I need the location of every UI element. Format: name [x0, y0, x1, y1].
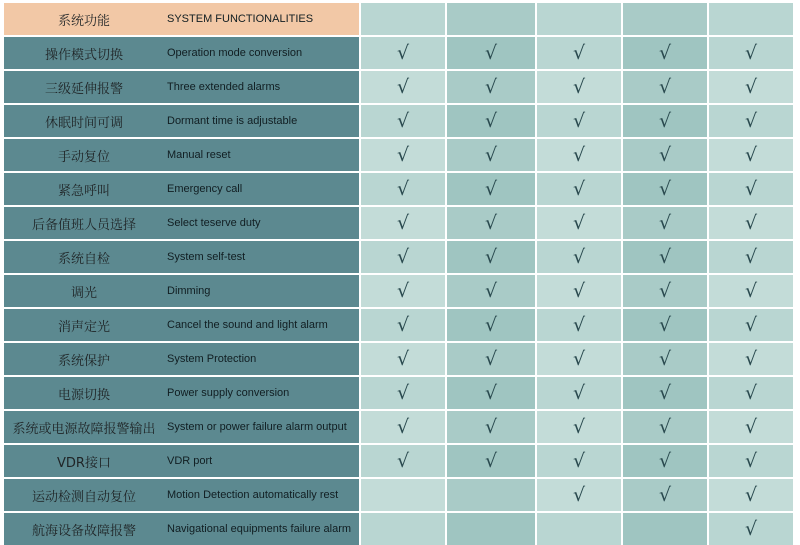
check-mark-icon: √: [396, 280, 410, 302]
feature-name-zh: 紧急呼叫: [57, 183, 110, 199]
check-cell: [447, 71, 535, 103]
feature-name-zh: 调光: [70, 285, 97, 301]
feature-name-en: Dormant time is adjustable: [167, 115, 298, 127]
check-mark-icon: √: [396, 76, 410, 98]
check-mark-icon: √: [572, 280, 586, 302]
feature-name-zh: 休眠时间可调: [44, 115, 123, 131]
check-cell: [361, 37, 445, 69]
check-mark-icon: √: [658, 382, 672, 404]
header-label-cell: [4, 3, 359, 35]
check-cell: [447, 411, 535, 443]
feature-label-cell: [4, 139, 359, 171]
check-mark-icon: √: [572, 348, 586, 370]
feature-name-en: Navigational equipments failure alarm: [167, 523, 352, 535]
check-mark-icon: √: [658, 212, 672, 234]
header-model-cell: [709, 3, 793, 35]
check-cell: [623, 37, 707, 69]
check-cell: [709, 275, 793, 307]
check-cell: [623, 445, 707, 477]
check-mark-icon: √: [484, 144, 498, 166]
feature-name-en: Motion Detection automatically rest: [167, 489, 339, 501]
check-mark-icon: √: [396, 348, 410, 370]
check-mark-icon: √: [484, 110, 498, 132]
check-mark-icon: √: [658, 144, 672, 166]
check-cell: [537, 37, 621, 69]
feature-name-zh: 运动检测自动复位: [31, 489, 136, 505]
feature-name-zh: VDR接口: [57, 455, 111, 471]
feature-name-zh: 系统保护: [57, 353, 110, 369]
feature-table: [4, 3, 796, 540]
check-mark-icon: √: [658, 178, 672, 200]
check-cell: [537, 377, 621, 409]
check-cell: [447, 377, 535, 409]
feature-label-cell: [4, 479, 359, 511]
check-mark-icon: √: [744, 484, 758, 506]
check-mark-icon: √: [572, 314, 586, 336]
feature-name-en: VDR port: [167, 455, 213, 467]
check-mark-icon: √: [572, 144, 586, 166]
feature-label-cell: [4, 377, 359, 409]
check-cell: [709, 411, 793, 443]
check-mark-icon: √: [658, 314, 672, 336]
check-mark-icon: √: [744, 246, 758, 268]
check-cell: [361, 71, 445, 103]
check-mark-icon: √: [484, 450, 498, 472]
check-cell: [537, 411, 621, 443]
check-mark-icon: √: [396, 382, 410, 404]
check-cell: [709, 513, 793, 545]
feature-name-en: System self-test: [167, 251, 246, 263]
check-mark-icon: √: [744, 110, 758, 132]
check-mark-icon: √: [484, 280, 498, 302]
check-mark-icon: √: [396, 110, 410, 132]
check-mark-icon: √: [484, 178, 498, 200]
check-mark-icon: √: [744, 280, 758, 302]
check-cell: [623, 343, 707, 375]
feature-name-en: Operation mode conversion: [167, 47, 303, 59]
check-cell: [623, 139, 707, 171]
feature-name-en: Power supply conversion: [167, 387, 290, 399]
feature-name-zh: 系统自检: [57, 251, 110, 267]
check-cell: [623, 275, 707, 307]
check-mark-icon: √: [396, 314, 410, 336]
check-mark-icon: √: [484, 416, 498, 438]
check-cell: [623, 71, 707, 103]
feature-label-cell: [4, 173, 359, 205]
check-cell: [537, 105, 621, 137]
check-mark-icon: √: [658, 42, 672, 64]
check-mark-icon: √: [484, 42, 498, 64]
check-mark-icon: √: [744, 416, 758, 438]
check-cell: [447, 309, 535, 341]
check-mark-icon: √: [658, 348, 672, 370]
check-cell: [361, 207, 445, 239]
check-cell: [361, 241, 445, 273]
check-mark-icon: √: [658, 110, 672, 132]
check-mark-icon: √: [572, 76, 586, 98]
check-mark-icon: √: [572, 450, 586, 472]
check-cell: [709, 377, 793, 409]
check-cell: [623, 207, 707, 239]
check-cell: [537, 173, 621, 205]
check-cell: [447, 343, 535, 375]
check-cell: [709, 105, 793, 137]
feature-name-en: Dimming: [167, 285, 211, 297]
check-cell: [361, 275, 445, 307]
check-cell: [537, 343, 621, 375]
check-cell: [623, 173, 707, 205]
check-mark-icon: √: [572, 246, 586, 268]
check-mark-icon: √: [484, 382, 498, 404]
feature-label-cell: [4, 513, 359, 545]
feature-label-cell: [4, 309, 359, 341]
check-cell: [447, 513, 535, 545]
check-mark-icon: √: [744, 518, 758, 540]
check-cell: [623, 411, 707, 443]
check-cell: [623, 377, 707, 409]
header-model-cell: [537, 3, 621, 35]
feature-label-cell: [4, 71, 359, 103]
check-mark-icon: √: [396, 246, 410, 268]
check-cell: [537, 275, 621, 307]
feature-name-zh: 电源切换: [57, 387, 110, 403]
feature-label-cell: [4, 275, 359, 307]
feature-label-cell: [4, 411, 359, 443]
check-cell: [537, 139, 621, 171]
check-cell: [537, 445, 621, 477]
feature-label-cell: [4, 445, 359, 477]
check-cell: [447, 479, 535, 511]
check-mark-icon: √: [658, 450, 672, 472]
check-cell: [709, 207, 793, 239]
check-cell: [361, 377, 445, 409]
check-cell: [447, 139, 535, 171]
feature-name-zh: 手动复位: [57, 149, 110, 165]
check-mark-icon: √: [484, 348, 498, 370]
check-cell: [537, 71, 621, 103]
check-cell: [361, 139, 445, 171]
check-mark-icon: √: [658, 484, 672, 506]
feature-name-en: Emergency call: [167, 183, 243, 195]
check-cell: [709, 445, 793, 477]
check-mark-icon: √: [572, 416, 586, 438]
check-mark-icon: √: [396, 144, 410, 166]
check-cell: [623, 479, 707, 511]
check-cell: [447, 173, 535, 205]
check-mark-icon: √: [744, 212, 758, 234]
check-mark-icon: √: [572, 212, 586, 234]
check-cell: [447, 105, 535, 137]
check-cell: [709, 71, 793, 103]
feature-name-zh: 消声定光: [57, 319, 110, 335]
check-cell: [447, 445, 535, 477]
feature-name-zh: 后备值班人员选择: [31, 217, 136, 233]
check-mark-icon: √: [396, 178, 410, 200]
check-cell: [447, 37, 535, 69]
feature-name-en: System or power failure alarm output: [167, 421, 347, 433]
check-mark-icon: √: [658, 280, 672, 302]
check-mark-icon: √: [658, 416, 672, 438]
check-mark-icon: √: [484, 246, 498, 268]
check-cell: [623, 309, 707, 341]
check-cell: [361, 445, 445, 477]
check-cell: [361, 479, 445, 511]
check-mark-icon: √: [744, 382, 758, 404]
check-cell: [537, 309, 621, 341]
check-cell: [709, 139, 793, 171]
header-model-cell: [447, 3, 535, 35]
check-mark-icon: √: [572, 42, 586, 64]
check-mark-icon: √: [572, 110, 586, 132]
header-zh: 系统功能: [57, 13, 110, 29]
check-cell: [537, 513, 621, 545]
feature-name-en: Manual reset: [167, 149, 231, 161]
feature-name-zh: 操作模式切换: [44, 47, 123, 63]
feature-label-cell: [4, 241, 359, 273]
header-en: SYSTEM FUNCTIONALITIES: [167, 13, 314, 25]
feature-label-cell: [4, 105, 359, 137]
check-mark-icon: √: [396, 416, 410, 438]
header-model-cell: [361, 3, 445, 35]
feature-name-en: Three extended alarms: [167, 81, 281, 93]
check-cell: [361, 173, 445, 205]
check-cell: [709, 241, 793, 273]
check-mark-icon: √: [484, 212, 498, 234]
check-cell: [709, 37, 793, 69]
check-cell: [537, 241, 621, 273]
check-mark-icon: √: [484, 314, 498, 336]
check-cell: [709, 343, 793, 375]
check-cell: [361, 105, 445, 137]
feature-name-en: System Protection: [167, 353, 257, 365]
check-mark-icon: √: [396, 212, 410, 234]
check-cell: [623, 105, 707, 137]
feature-label-cell: [4, 343, 359, 375]
check-mark-icon: √: [484, 76, 498, 98]
check-mark-icon: √: [658, 246, 672, 268]
check-cell: [709, 479, 793, 511]
check-cell: [623, 513, 707, 545]
check-cell: [623, 241, 707, 273]
check-mark-icon: √: [744, 314, 758, 336]
check-cell: [709, 309, 793, 341]
feature-label-cell: [4, 207, 359, 239]
feature-name-en: Select teserve duty: [167, 217, 261, 229]
check-mark-icon: √: [396, 450, 410, 472]
check-mark-icon: √: [744, 450, 758, 472]
check-mark-icon: √: [572, 178, 586, 200]
feature-name-zh: 三级延伸报警: [44, 81, 123, 97]
check-mark-icon: √: [572, 382, 586, 404]
check-mark-icon: √: [744, 348, 758, 370]
check-cell: [537, 479, 621, 511]
header-model-cell: [623, 3, 707, 35]
check-mark-icon: √: [744, 144, 758, 166]
check-mark-icon: √: [744, 42, 758, 64]
check-cell: [709, 173, 793, 205]
check-mark-icon: √: [744, 178, 758, 200]
check-mark-icon: √: [658, 76, 672, 98]
check-cell: [361, 513, 445, 545]
check-cell: [447, 207, 535, 239]
feature-name-zh: 系统或电源故障报警输出: [12, 421, 156, 437]
feature-name-en: Cancel the sound and light alarm: [167, 319, 328, 331]
check-cell: [361, 343, 445, 375]
check-cell: [447, 275, 535, 307]
check-cell: [537, 207, 621, 239]
check-mark-icon: √: [396, 42, 410, 64]
check-cell: [361, 411, 445, 443]
feature-name-zh: 航海设备故障报警: [31, 523, 136, 539]
check-mark-icon: √: [744, 76, 758, 98]
check-cell: [361, 309, 445, 341]
check-mark-icon: √: [572, 484, 586, 506]
feature-label-cell: [4, 37, 359, 69]
check-cell: [447, 241, 535, 273]
